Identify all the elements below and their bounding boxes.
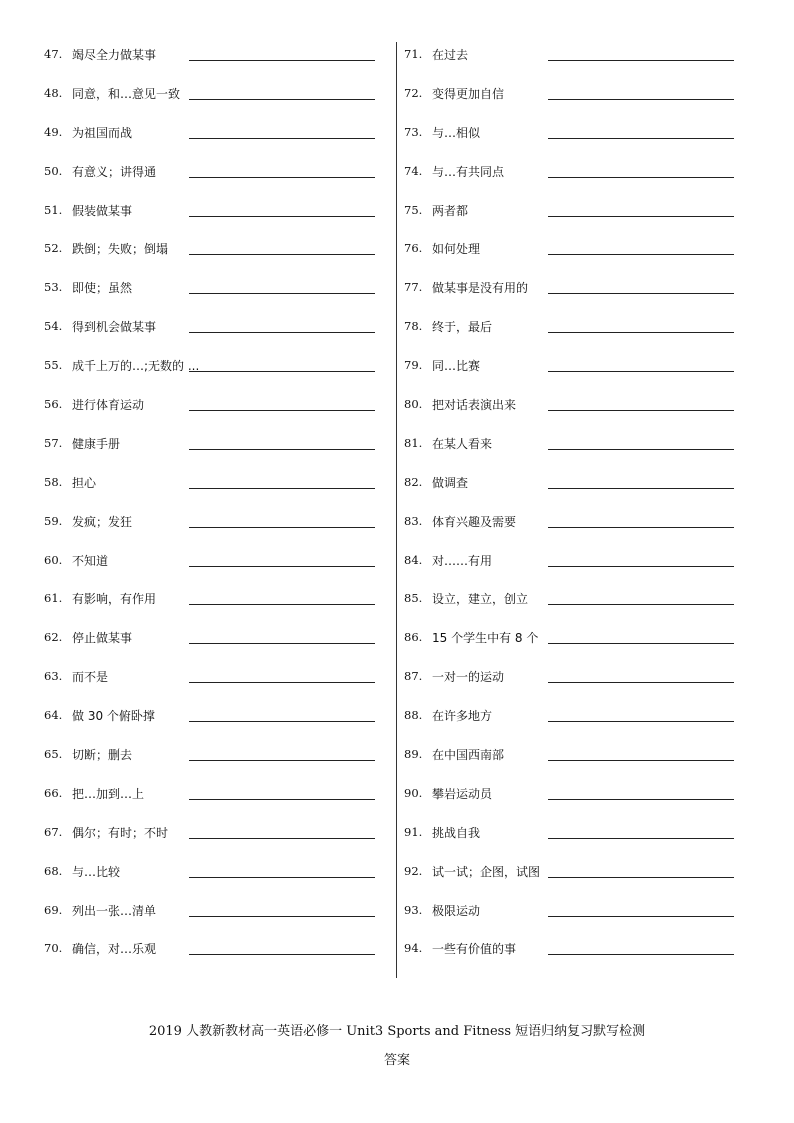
chinese-phrase: 15 个学生中有 8 个 [432, 631, 539, 646]
phrase-row [38, 542, 398, 581]
item-number: 83. [404, 513, 423, 528]
chinese-phrase: 极限运动 [432, 903, 481, 918]
answer-blank[interactable] [189, 838, 375, 839]
phrase-row [38, 464, 398, 503]
item-number: 48. [44, 85, 63, 100]
phrase-row [398, 503, 758, 542]
item-number: 84. [404, 552, 423, 567]
answer-blank[interactable] [189, 254, 375, 255]
answer-blank[interactable] [189, 177, 375, 178]
chinese-phrase: 变得更加自信 [432, 86, 505, 101]
item-number: 71. [404, 47, 423, 61]
phrase-row [38, 192, 398, 231]
chinese-phrase: 一对一的运动 [432, 670, 505, 685]
chinese-phrase: 与…有共同点 [432, 164, 505, 179]
answer-blank[interactable] [189, 138, 375, 139]
item-number: 74. [404, 163, 423, 178]
item-number: 88. [404, 708, 423, 723]
chinese-phrase: 设立，建立，创立 [432, 592, 529, 607]
answer-blank[interactable] [189, 99, 375, 100]
phrase-row [38, 775, 398, 814]
chinese-phrase: 试一试；企图，试图 [432, 864, 541, 879]
item-number: 70. [44, 941, 63, 956]
phrase-row [398, 192, 758, 231]
phrase-row [398, 736, 758, 775]
phrase-row [38, 619, 398, 658]
answer-blank[interactable] [189, 216, 375, 217]
phrase-row [398, 347, 758, 386]
answer-blank[interactable] [548, 643, 734, 644]
chinese-phrase: 在某人看来 [432, 436, 493, 451]
chinese-phrase: 为祖国而战 [72, 125, 133, 140]
item-number: 93. [404, 902, 423, 917]
phrase-row [398, 853, 758, 892]
answer-blank[interactable] [548, 138, 734, 139]
chinese-phrase: 在中国西南部 [432, 748, 505, 763]
item-number: 87. [404, 669, 423, 684]
item-number: 54. [44, 319, 63, 334]
item-number: 85. [404, 591, 423, 606]
phrase-row [398, 464, 758, 503]
phrase-row [398, 425, 758, 464]
chinese-phrase: 列出一张…清单 [72, 903, 157, 918]
item-number: 78. [404, 319, 423, 334]
phrase-row [398, 930, 758, 969]
item-number: 49. [44, 124, 63, 139]
phrase-row [398, 775, 758, 814]
item-number: 76. [404, 241, 423, 256]
answer-blank[interactable] [548, 838, 734, 839]
item-number: 86. [404, 630, 423, 645]
answer-blank[interactable] [548, 60, 734, 61]
answer-blank[interactable] [548, 682, 734, 683]
item-number: 57. [44, 435, 63, 450]
chinese-phrase: 做 30 个俯卧撑 [72, 709, 155, 724]
answer-blank[interactable] [189, 371, 375, 372]
item-number: 51. [44, 202, 63, 217]
phrase-row [398, 114, 758, 153]
chinese-phrase: 停止做某事 [72, 631, 133, 646]
answer-blank[interactable] [189, 877, 375, 878]
chinese-phrase: 有影响，有作用 [72, 592, 157, 607]
answer-blank[interactable] [189, 410, 375, 411]
answer-blank[interactable] [548, 527, 734, 528]
item-number: 82. [404, 474, 423, 489]
chinese-phrase: 与…比较 [72, 864, 121, 879]
answer-blank[interactable] [189, 60, 375, 61]
phrase-row [38, 386, 398, 425]
item-number: 92. [404, 863, 423, 878]
item-number: 77. [404, 280, 423, 295]
item-number: 55. [44, 358, 63, 373]
chinese-phrase: 挑战自我 [432, 825, 481, 840]
phrase-row [398, 658, 758, 697]
item-number: 75. [404, 202, 423, 217]
item-number: 53. [44, 280, 63, 295]
chinese-phrase: 成千上万的…;无数的 ... [72, 359, 200, 374]
answer-blank[interactable] [189, 916, 375, 917]
chinese-phrase: 把…加到…上 [72, 786, 145, 801]
phrase-row [38, 930, 398, 969]
answer-blank[interactable] [548, 566, 734, 567]
item-number: 73. [404, 124, 423, 139]
item-number: 91. [404, 824, 423, 839]
item-number: 81. [404, 435, 423, 450]
phrase-row [398, 619, 758, 658]
item-number: 63. [44, 669, 63, 684]
item-number: 47. [44, 47, 63, 61]
phrase-row [398, 308, 758, 347]
chinese-phrase: 同意，和…意见一致 [72, 86, 181, 101]
chinese-phrase: 攀岩运动员 [432, 786, 493, 801]
answer-blank[interactable] [548, 721, 734, 722]
answer-blank[interactable] [548, 954, 734, 955]
item-number: 58. [44, 474, 63, 489]
answer-blank[interactable] [189, 527, 375, 528]
phrase-row [398, 36, 758, 75]
answer-blank[interactable] [548, 177, 734, 178]
item-number: 89. [404, 747, 423, 762]
chinese-phrase: 在过去 [432, 48, 469, 62]
chinese-phrase: 同…比赛 [432, 359, 481, 374]
phrase-row [38, 892, 398, 931]
chinese-phrase: 体育兴趣及需要 [432, 514, 517, 529]
chinese-phrase: 进行体育运动 [72, 398, 145, 413]
answer-blank[interactable] [189, 643, 375, 644]
chinese-phrase: 竭尽全力做某事 [72, 48, 157, 62]
answer-blank[interactable] [189, 488, 375, 489]
item-number: 67. [44, 824, 63, 839]
answer-blank[interactable] [548, 99, 734, 100]
item-number: 50. [44, 163, 63, 178]
answer-blank[interactable] [189, 799, 375, 800]
answer-blank[interactable] [548, 254, 734, 255]
answer-blank[interactable] [548, 604, 734, 605]
phrase-row [398, 697, 758, 736]
answer-blank[interactable] [548, 799, 734, 800]
item-number: 79. [404, 358, 423, 373]
chinese-phrase: 两者都 [432, 203, 469, 218]
item-number: 90. [404, 785, 423, 800]
answer-blank[interactable] [189, 332, 375, 333]
item-number: 61. [44, 591, 63, 606]
item-number: 52. [44, 241, 63, 256]
item-number: 65. [44, 747, 63, 762]
phrase-row [398, 814, 758, 853]
item-number: 94. [404, 941, 423, 956]
phrase-row [38, 153, 398, 192]
item-number: 59. [44, 513, 63, 528]
phrase-row [38, 503, 398, 542]
answer-blank[interactable] [189, 566, 375, 567]
chinese-phrase: 担心 [72, 475, 97, 490]
left-column [38, 36, 398, 969]
item-number: 72. [404, 85, 423, 100]
phrase-row [398, 75, 758, 114]
chinese-phrase: 发疯；发狂 [72, 514, 133, 529]
phrase-row [398, 230, 758, 269]
phrase-row [38, 269, 398, 308]
chinese-phrase: 做调查 [432, 475, 469, 490]
answer-blank[interactable] [548, 877, 734, 878]
chinese-phrase: 得到机会做某事 [72, 320, 157, 335]
chinese-phrase: 切断；删去 [72, 748, 133, 763]
chinese-phrase: 而不是 [72, 670, 109, 685]
chinese-phrase: 有意义；讲得通 [72, 164, 157, 179]
right-column [398, 36, 758, 969]
phrase-row [38, 853, 398, 892]
phrase-row [38, 114, 398, 153]
phrase-row [398, 580, 758, 619]
chinese-phrase: 如何处理 [432, 242, 481, 257]
chinese-phrase: 把对话表演出来 [432, 398, 517, 413]
answer-blank[interactable] [548, 449, 734, 450]
phrase-row [398, 542, 758, 581]
item-number: 62. [44, 630, 63, 645]
phrase-row [38, 580, 398, 619]
phrase-row [38, 658, 398, 697]
answer-blank[interactable] [548, 216, 734, 217]
item-number: 69. [44, 902, 63, 917]
answer-blank[interactable] [548, 760, 734, 761]
phrase-row [38, 36, 398, 75]
answer-blank[interactable] [548, 371, 734, 372]
phrase-row [398, 892, 758, 931]
phrase-row [398, 153, 758, 192]
answer-blank[interactable] [189, 604, 375, 605]
item-number: 60. [44, 552, 63, 567]
item-number: 80. [404, 397, 423, 412]
answer-blank[interactable] [548, 293, 734, 294]
chinese-phrase: 做某事是没有用的 [432, 281, 529, 296]
phrase-row [398, 386, 758, 425]
phrase-row [398, 269, 758, 308]
item-number: 66. [44, 785, 63, 800]
answer-blank[interactable] [548, 916, 734, 917]
chinese-phrase: 在许多地方 [432, 709, 493, 724]
phrase-row [38, 425, 398, 464]
item-number: 56. [44, 397, 63, 412]
phrase-row [38, 308, 398, 347]
phrase-row [38, 814, 398, 853]
chinese-phrase: 与…相似 [432, 125, 481, 140]
chinese-phrase: 对……有用 [432, 553, 493, 568]
chinese-phrase: 一些有价值的事 [432, 942, 517, 957]
item-number: 64. [44, 708, 63, 723]
document-title: 2019 人教新教材高一英语必修一 Unit3 Sports and Fitness 短语归纳复习默写检测 [148, 1024, 646, 1039]
column-divider [396, 42, 397, 978]
chinese-phrase: 假装做某事 [72, 203, 133, 218]
phrase-row [38, 736, 398, 775]
chinese-phrase: 即使；虽然 [72, 281, 133, 296]
answer-blank[interactable] [189, 760, 375, 761]
answer-blank[interactable] [548, 410, 734, 411]
chinese-phrase: 终于，最后 [432, 320, 493, 335]
phrase-row [38, 697, 398, 736]
answer-heading: 答案 [383, 1053, 410, 1068]
answer-blank[interactable] [189, 682, 375, 683]
answer-blank[interactable] [189, 954, 375, 955]
answer-blank[interactable] [548, 332, 734, 333]
chinese-phrase: 跌倒；失败；倒塌 [72, 242, 169, 257]
answer-blank[interactable] [189, 293, 375, 294]
phrase-row [38, 347, 398, 386]
chinese-phrase: 确信，对…乐观 [72, 942, 157, 957]
item-number: 68. [44, 863, 63, 878]
answer-blank[interactable] [548, 488, 734, 489]
chinese-phrase: 健康手册 [72, 436, 121, 451]
phrase-row [38, 230, 398, 269]
chinese-phrase: 不知道 [72, 553, 109, 568]
phrase-row [38, 75, 398, 114]
chinese-phrase: 偶尔；有时；不时 [72, 825, 169, 840]
answer-blank[interactable] [189, 449, 375, 450]
answer-blank[interactable] [189, 721, 375, 722]
